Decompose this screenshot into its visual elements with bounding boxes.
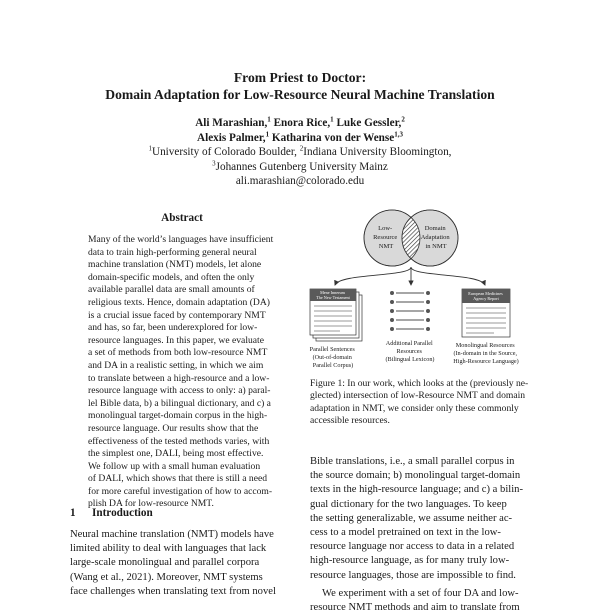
figure-1-diagram bbox=[300, 205, 530, 375]
doc1-caption-line: Parallel Corpus) bbox=[312, 362, 354, 369]
right-para-2 bbox=[310, 587, 532, 615]
introduction-body bbox=[70, 528, 295, 599]
caption-line: glected) intersection of low-Resource NMT and domain bbox=[310, 390, 526, 402]
doc2-caption-line: Additional Parallel bbox=[385, 340, 433, 347]
doc3-caption-line: (In-domain in the Source, bbox=[453, 350, 518, 357]
doc1-header-line: The New Testament bbox=[316, 295, 350, 300]
abstract-line: Many of the world’s languages have insufficient bbox=[88, 234, 274, 245]
figure-1-caption bbox=[310, 378, 532, 428]
body-line: gual dictionary for the two languages. To keep bbox=[310, 498, 507, 510]
caption-line: adaptation in NMT, we consider only these commonly bbox=[310, 402, 519, 414]
abstract-line: We follow up with a small human evaluation bbox=[88, 460, 261, 472]
abstract-line: of DALI, which shows that there is still a need bbox=[88, 473, 268, 485]
author-name: Luke Gessler, bbox=[336, 117, 402, 129]
svg-text:European Medicines A bbox=[468, 291, 504, 301]
figure-1 bbox=[300, 205, 530, 375]
venn-right-line: Adaptation bbox=[420, 234, 450, 241]
caption-line: Figure 1: In our work, which looks at the (previously ne- bbox=[310, 378, 529, 389]
intro-line: face challenges when translating text from novel bbox=[70, 585, 276, 597]
abstract-line: resource languages. In this paper, we evaluate bbox=[88, 334, 264, 346]
abstract-line: plish DA for low-resource NMT. bbox=[88, 498, 214, 510]
title-line-1: From Priest to Doctor: bbox=[233, 70, 367, 85]
body-line: texts in the high-resource language; and c) a bilin- bbox=[310, 484, 523, 496]
affiliation-sup: 1 bbox=[148, 144, 152, 153]
section-title: Introduction bbox=[92, 507, 153, 519]
caption-line: accessible resources. bbox=[310, 415, 390, 427]
intro-line: limited ability to deal with languages that lack bbox=[70, 543, 267, 555]
body-line: resource NMT methods and aim to translate from bbox=[310, 602, 520, 614]
affiliation: Johannes Gutenberg University Mainz bbox=[215, 160, 388, 173]
doc1-caption-line: Parallel Sentences bbox=[309, 346, 355, 353]
doc-bilingual-lexicon-icon bbox=[390, 291, 430, 331]
arrow-to-parallel-sentences bbox=[335, 267, 411, 285]
abstract-line: for more careful investigation of how to accom- bbox=[88, 485, 273, 497]
author-name: Katharina von der Wense bbox=[271, 131, 395, 144]
body-line: resource languages, those are impossible to find. bbox=[310, 569, 516, 581]
abstract-line: machine translation (NMT) models, let alone bbox=[88, 259, 262, 271]
affiliation-line-1 bbox=[0, 145, 600, 160]
title-line-2: Domain Adaptation for Low-Resource Neural Machine Translation bbox=[105, 87, 495, 102]
affiliation: Indiana University Bloomington, bbox=[303, 146, 452, 159]
abstract-line: a set of methods from both low-resource NMT bbox=[88, 347, 268, 359]
venn-right-line: in NMT bbox=[425, 243, 447, 250]
abstract-line: is a crucial issue faced by contemporary NMT bbox=[88, 309, 266, 321]
body-line: the source domain; b) monolingual target-domain bbox=[310, 470, 521, 482]
section-heading-introduction bbox=[70, 507, 300, 519]
intro-line: Neural machine translation (NMT) models have bbox=[70, 529, 274, 540]
author-name: Ali Marashian, bbox=[195, 117, 268, 129]
abstract-line: resource language with access to only: a) paral- bbox=[88, 385, 271, 397]
abstract-line: to translate between a high-resource and a low- bbox=[88, 372, 270, 384]
abstract-heading: Abstract bbox=[161, 212, 203, 224]
intro-line: large-scale monolingual and parallel corpora bbox=[70, 557, 260, 569]
body-line: resource language nor access to data in a related bbox=[310, 541, 515, 553]
venn-left-line: NMT bbox=[378, 243, 394, 250]
doc2-caption-line: Resources bbox=[396, 348, 422, 355]
abstract-line: effectiveness of the tested methods varies, with bbox=[88, 435, 270, 447]
body-line: high-resource language, as for many truly low- bbox=[310, 555, 510, 567]
abstract-line: lel Bible data, b) a bilingual dictionary, and c) a bbox=[88, 397, 271, 409]
svg-text:Mene Innerum The New bbox=[316, 290, 350, 300]
venn-left-line: Resource bbox=[373, 234, 398, 241]
right-column-body bbox=[310, 455, 532, 615]
author-sup: 1 bbox=[265, 129, 270, 138]
body-line: cess to a model pretrained on text in the low- bbox=[310, 527, 501, 539]
arrow-to-monolingual bbox=[411, 267, 485, 285]
section-number: 1 bbox=[70, 507, 76, 519]
abstract-line: monolingual target-domain corpus in the high- bbox=[88, 410, 268, 422]
doc3-caption-line: High-Resource Language) bbox=[453, 358, 519, 365]
doc1-caption bbox=[310, 346, 357, 369]
doc3-header-line: European Medicines bbox=[468, 291, 503, 296]
paper-title bbox=[0, 69, 600, 103]
body-line: We experiment with a set of four DA and low- bbox=[322, 587, 519, 599]
author-line-1 bbox=[0, 116, 600, 131]
doc2-caption bbox=[386, 340, 435, 363]
author-name: Alexis Palmer, bbox=[197, 131, 266, 144]
abstract-line: data to train high-performing general neural bbox=[88, 246, 257, 258]
doc1-header-line: Mene Innerum bbox=[320, 290, 345, 295]
venn-right-line: Domain bbox=[424, 225, 446, 232]
intro-line: (Wang et al., 2021). Moreover, NMT systems bbox=[70, 571, 263, 583]
author-sup: 1 bbox=[267, 115, 271, 124]
affiliation-sup: 3 bbox=[212, 159, 216, 168]
abstract-line: domain-specific models, and often the only bbox=[88, 271, 255, 283]
affiliation-sup: 2 bbox=[299, 144, 304, 153]
abstract-line: the simplest one, DALI, being most effective. bbox=[88, 448, 264, 460]
arrows bbox=[335, 267, 485, 285]
doc-parallel-sentences-icon bbox=[310, 289, 362, 341]
abstract-line: resource language. Our results show that the bbox=[88, 422, 259, 434]
doc3-caption-line: Monolingual Resources bbox=[455, 342, 515, 349]
affiliation-line-2 bbox=[0, 160, 600, 175]
author-sup: 1,3 bbox=[394, 129, 403, 138]
doc-monolingual-report-icon bbox=[462, 289, 510, 337]
body-line: the setting generalizable, we assume neither ac- bbox=[310, 512, 513, 524]
author-name: Enora Rice, bbox=[273, 117, 331, 129]
author-sup: 2 bbox=[401, 115, 405, 124]
author-line-2 bbox=[0, 131, 600, 146]
doc1-caption-line: (Out-of-domain bbox=[312, 354, 352, 361]
author-email: ali.marashian@colorado.edu bbox=[235, 175, 365, 188]
doc3-header-line: Agency Report bbox=[473, 296, 499, 301]
abstract-line: and has, so far, been underexplored for low- bbox=[88, 322, 258, 334]
venn-diagram bbox=[364, 210, 458, 266]
doc3-caption bbox=[453, 342, 518, 365]
author-block bbox=[0, 116, 600, 189]
doc2-caption-line: (Bilingual Lexicon) bbox=[385, 356, 435, 363]
abstract-line: religious texts. Hence, domain adaptation (DA) bbox=[88, 296, 270, 308]
venn-left-line: Low- bbox=[378, 225, 393, 232]
body-line: Bible translations, i.e., a small parallel corpus in bbox=[310, 456, 515, 467]
abstract-body bbox=[88, 234, 276, 511]
author-sup: 1 bbox=[330, 115, 334, 124]
affiliation: University of Colorado Boulder, bbox=[152, 146, 297, 159]
abstract-line: and DA in a realistic setting, in which we aim bbox=[88, 359, 264, 371]
right-para-1 bbox=[310, 455, 532, 583]
abstract-line: available parallel data are small amounts of bbox=[88, 284, 255, 296]
